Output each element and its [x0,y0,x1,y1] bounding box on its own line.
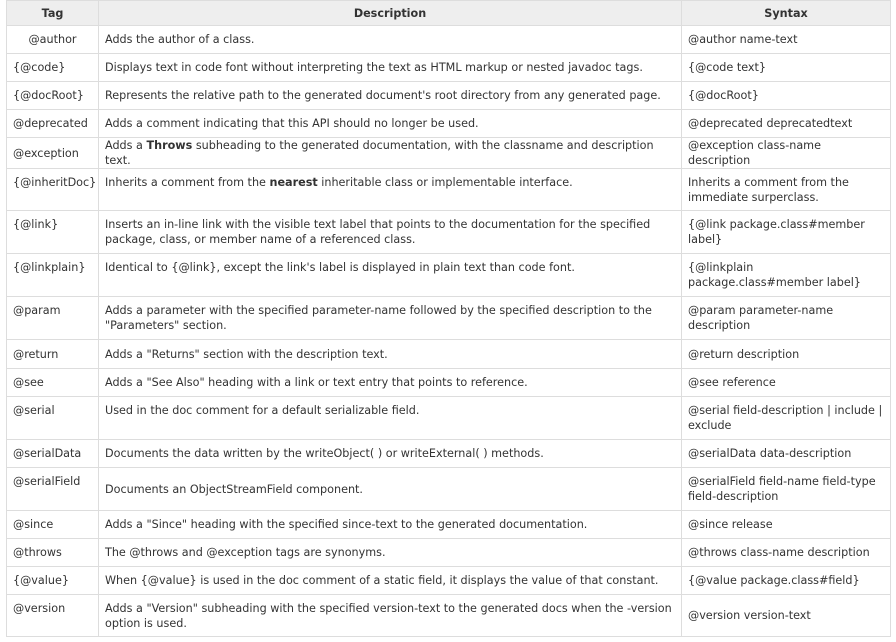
syntax-cell: @author name-text [682,26,891,54]
table-row [7,110,891,138]
table-row [7,511,891,539]
tag-cell: {@code} [7,54,99,82]
syntax-cell: {@link package.class#member label} [682,211,891,254]
syntax-cell: {@docRoot} [682,82,891,110]
description-cell: The @throws and @exception tags are synonyms. [99,539,682,567]
tag-cell: {@docRoot} [7,82,99,110]
description-cell: When {@value} is used in the doc comment of a static field, it displays the value of that constant. [99,567,682,595]
description-cell: Adds a "Returns" section with the description text. [99,340,682,369]
table-row [7,138,891,169]
table-row [7,254,891,297]
description-cell: Identical to {@link}, except the link's label is displayed in plain text than code font. [99,254,682,297]
syntax-cell: @serialField field-name field-type field-description [682,468,891,511]
tag-cell: {@value} [7,567,99,595]
syntax-cell: @serialData data-description [682,440,891,468]
table-row [7,595,891,637]
header-row [7,1,891,26]
description-text: inheritable class or implementable interface. [317,176,573,189]
syntax-cell: Inherits a comment from the immediate surperclass. [682,169,891,211]
tag-cell: @deprecated [7,110,99,138]
tag-cell: @throws [7,539,99,567]
description-cell: Adds a "Version" subheading with the specified version-text to the generated docs when the -version option is used. [99,595,682,637]
table-row [7,340,891,369]
description-cell: Documents the data written by the writeObject( ) or writeExternal( ) methods. [99,440,682,468]
table-row [7,539,891,567]
table-row [7,567,891,595]
table-row [7,397,891,440]
syntax-cell: {@value package.class#field} [682,567,891,595]
header-tag: Tag [7,1,99,26]
description-cell: Adds a comment indicating that this API should no longer be used. [99,110,682,138]
table-row [7,297,891,340]
syntax-cell: @serial field-description | include | exclude [682,397,891,440]
description-cell: Adds a "Since" heading with the specified since-text to the generated documentation. [99,511,682,539]
description-cell: Adds the author of a class. [99,26,682,54]
tag-cell: @serial [7,397,99,440]
header-description: Description [99,1,682,26]
table-row [7,369,891,397]
syntax-cell: @return description [682,340,891,369]
description-text: subheading to the generated documentation, with the classname and description text. [105,139,654,167]
syntax-cell: {@linkplain package.class#member label} [682,254,891,297]
javadoc-tags-table [6,0,891,637]
description-cell: Used in the doc comment for a default serializable field. [99,397,682,440]
syntax-cell: @throws class-name description [682,539,891,567]
table-row [7,82,891,110]
description-cell [99,169,682,211]
bold-term: Throws [146,139,193,152]
syntax-cell: @exception class-name description [682,138,891,169]
description-cell: Adds a "See Also" heading with a link or text entry that points to reference. [99,369,682,397]
description-cell [99,138,682,169]
tag-cell: @version [7,595,99,637]
description-cell: Inserts an in-line link with the visible text label that points to the documentation for the specified package, class, or member name of a referenced class. [99,211,682,254]
tag-cell: {@inheritDoc} [7,169,99,211]
tag-cell: @return [7,340,99,369]
tag-cell: @serialField [7,468,99,511]
tag-cell: @serialData [7,440,99,468]
description-cell: Displays text in code font without interpreting the text as HTML markup or nested javadoc tags. [99,54,682,82]
description-cell: Adds a parameter with the specified parameter-name followed by the specified description to the "Parameters" section. [99,297,682,340]
tag-cell: @author [7,26,99,54]
table-row [7,440,891,468]
syntax-cell: @deprecated deprecatedtext [682,110,891,138]
table-row [7,468,891,511]
table-row [7,26,891,54]
description-text: Adds a [105,139,147,152]
syntax-cell: @see reference [682,369,891,397]
tag-cell: @param [7,297,99,340]
syntax-cell: @since release [682,511,891,539]
tag-cell: @since [7,511,99,539]
tag-cell: @exception [7,138,99,169]
table-row [7,54,891,82]
tag-cell: {@link} [7,211,99,254]
syntax-cell: @param parameter-name description [682,297,891,340]
header-syntax: Syntax [682,1,891,26]
syntax-cell: {@code text} [682,54,891,82]
syntax-cell: @version version-text [682,595,891,637]
tag-cell: @see [7,369,99,397]
bold-term: nearest [269,176,318,189]
description-text: Inherits a comment from the [105,176,270,189]
description-cell: Represents the relative path to the generated document's root directory from any generated page. [99,82,682,110]
description-cell: Documents an ObjectStreamField component. [99,468,682,511]
table-row [7,211,891,254]
table-row [7,169,891,211]
tag-cell: {@linkplain} [7,254,99,297]
